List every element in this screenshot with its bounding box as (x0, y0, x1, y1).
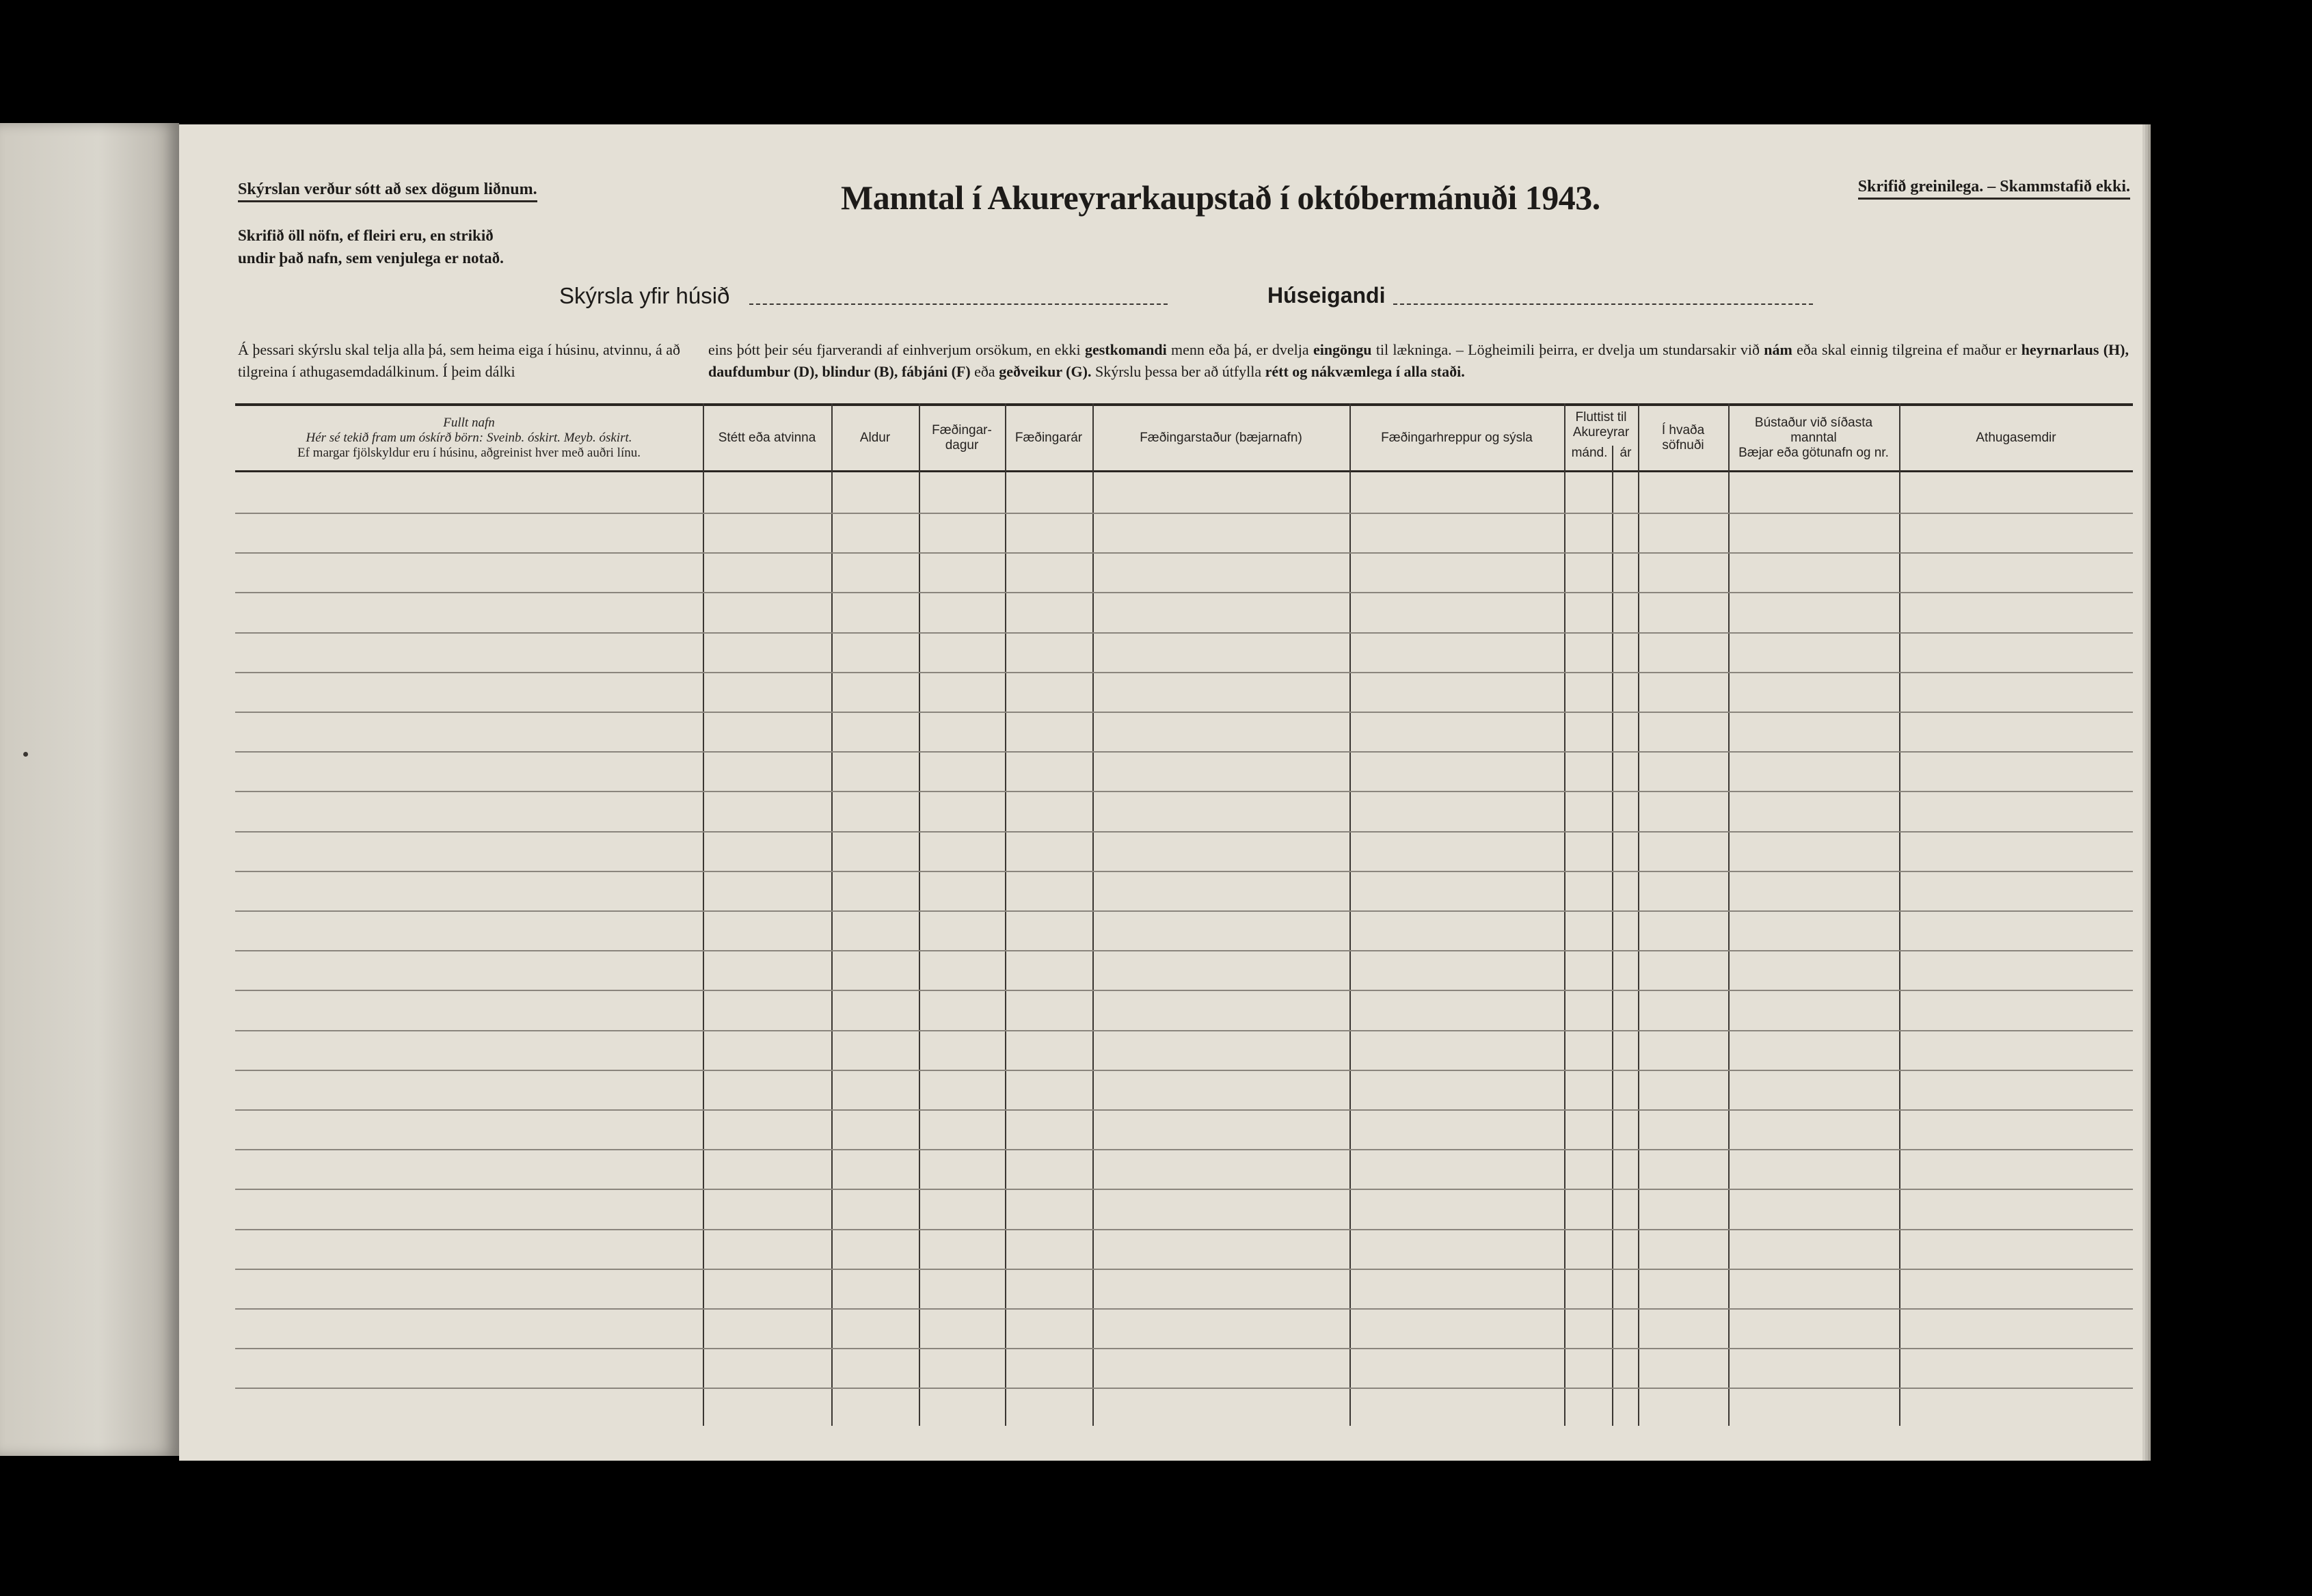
header-aldur (831, 407, 919, 469)
census-table (235, 403, 2133, 1426)
column-divider (1728, 403, 1730, 1426)
table-row[interactable] (235, 1308, 2133, 1310)
instr-text: menn eða þá, er dvelja (1166, 341, 1313, 358)
instr-text: Skýrslu þessa ber að útfylla (1091, 363, 1265, 380)
header-faedingarar-label: Fæðingarár (1014, 431, 1083, 445)
writing-notice: Skrifið greinilega. – Skammstafið ekki. (1858, 178, 2130, 200)
table-row[interactable] (235, 751, 2133, 753)
census-form-page (179, 124, 2142, 1461)
house-field[interactable] (749, 303, 1168, 305)
collection-notice: Skýrslan verður sótt að sex dögum liðnum. (238, 180, 537, 202)
header-bustadur-label: Bústaður við síðasta (1754, 416, 1873, 430)
table-row[interactable] (235, 1149, 2133, 1150)
header-sofnudi (1638, 407, 1728, 469)
column-divider (831, 403, 833, 1426)
instr-bold: eingöngu (1313, 341, 1372, 358)
header-fullt-nafn (235, 407, 703, 469)
table-row[interactable] (235, 950, 2133, 951)
table-header-rule (235, 470, 2133, 472)
house-label: Skýrsla yfir húsið (559, 283, 730, 308)
instr-bold: rétt og nákvæmlega í alla staði. (1265, 363, 1465, 380)
column-divider (1005, 403, 1006, 1426)
instructions-right (708, 339, 2129, 383)
owner-field[interactable] (1393, 303, 1813, 305)
header-faedingardagur (919, 407, 1005, 469)
column-divider (919, 403, 920, 1426)
header-faedingardagur-label: dagur (945, 438, 979, 452)
column-divider (703, 403, 704, 1426)
table-row[interactable] (235, 990, 2133, 991)
header-fullt-nafn-title: Fullt nafn (443, 416, 495, 430)
header-faedingarstadur-label: Fæðingarstaður (bæjarnafn) (1140, 431, 1302, 445)
header-bustadur-label: manntal (1790, 431, 1837, 445)
header-faedingarhreppur (1349, 407, 1564, 469)
table-top-rule (235, 403, 2133, 406)
header-athugasemdir-label: Athugasemdir (1976, 431, 2056, 445)
column-divider (1349, 403, 1351, 1426)
header-faedingarar (1005, 407, 1092, 469)
column-divider (1638, 403, 1639, 1426)
header-fullt-nafn-note: Hér sé tekið fram um óskírð börn: Sveinb. óskirt. Meyb. óskirt. (306, 431, 632, 445)
table-row[interactable] (235, 513, 2133, 514)
header-athugasemdir (1899, 407, 2133, 469)
instr-bold: heyrnarlaus (H), daufdumbur (D), blindur (B), fábjáni (F) (708, 341, 2129, 380)
table-row[interactable] (235, 1189, 2133, 1190)
header-fluttist-label: Akureyrar (1572, 425, 1630, 439)
header-fluttist-manud: mánd. (1571, 446, 1608, 460)
paper-speck (23, 752, 28, 757)
name-instruction (238, 224, 504, 269)
header-sofnudi-label: Í hvaða (1661, 423, 1705, 437)
column-divider (1564, 403, 1565, 1426)
table-row[interactable] (235, 552, 2133, 554)
table-row[interactable] (235, 1109, 2133, 1111)
instr-bold: gestkomandi (1084, 341, 1167, 358)
header-stett (703, 407, 831, 469)
instructions-left: Á þessari skýrslu skal telja alla þá, sem heima eiga í húsinu, atvinnu, á að tilgreina í athugasemdadálkinum. Í þeim dálki (238, 341, 681, 380)
table-row[interactable] (235, 871, 2133, 872)
table-row[interactable] (235, 910, 2133, 912)
instr-text: eða (970, 363, 999, 380)
table-row[interactable] (235, 1348, 2133, 1349)
instr-bold: geðveikur (G). (999, 363, 1092, 380)
instr-text: eða skal einnig tilgreina ef maður er (1792, 341, 2021, 358)
header-fullt-nafn-note: Ef margar fjölskyldur eru í húsinu, aðgreinist hver með auðri línu. (297, 446, 641, 460)
name-instruction-line-1: Skrifið öll nöfn, ef fleiri eru, en strikið (238, 227, 494, 244)
header-faedingarhreppur-label: Fæðingarhreppur og sýsla (1381, 431, 1533, 445)
table-row[interactable] (235, 1030, 2133, 1031)
table-row[interactable] (235, 712, 2133, 713)
name-instruction-line-2: undir það nafn, sem venjulega er notað. (238, 249, 504, 267)
header-fluttist-ar: ár (1619, 446, 1632, 460)
table-row[interactable] (235, 791, 2133, 792)
header-sofnudi-label: söfnuði (1662, 438, 1704, 452)
left-page-margin (0, 123, 179, 1456)
table-row[interactable] (235, 1229, 2133, 1230)
header-faedingarstadur (1092, 407, 1349, 469)
column-divider (1092, 403, 1094, 1426)
instr-text: til lækninga. – Lögheimili þeirra, er dvelja um stundarsakir við (1371, 341, 1764, 358)
header-aldur-label: Aldur (859, 431, 891, 445)
instr-bold: nám (1764, 341, 1792, 358)
page-title: Manntal í Akureyrarkaupstað í októbermánuði 1943. (841, 178, 1600, 217)
header-stett-label: Stétt eða atvinna (718, 431, 816, 445)
header-fluttist-label: Fluttist til (1575, 410, 1627, 424)
owner-label: Húseigandi (1267, 283, 1386, 308)
header-bustadur (1728, 407, 1899, 469)
table-row[interactable] (235, 831, 2133, 833)
table-row[interactable] (235, 592, 2133, 593)
header-fluttist (1564, 406, 1638, 444)
header-faedingardagur-label: Fæðingar- (932, 423, 992, 437)
table-row[interactable] (235, 1070, 2133, 1071)
column-divider (1899, 403, 1900, 1426)
table-row[interactable] (235, 1388, 2133, 1389)
instr-text: eins þótt þeir séu fjarverandi af einhverjum orsökum, en ekki (708, 341, 1085, 358)
header-bustadur-label: Bæjar eða götunafn og nr. (1738, 446, 1889, 460)
page-edge (2142, 127, 2149, 1459)
table-row[interactable] (235, 1269, 2133, 1270)
table-row[interactable] (235, 672, 2133, 673)
table-row[interactable] (235, 632, 2133, 634)
